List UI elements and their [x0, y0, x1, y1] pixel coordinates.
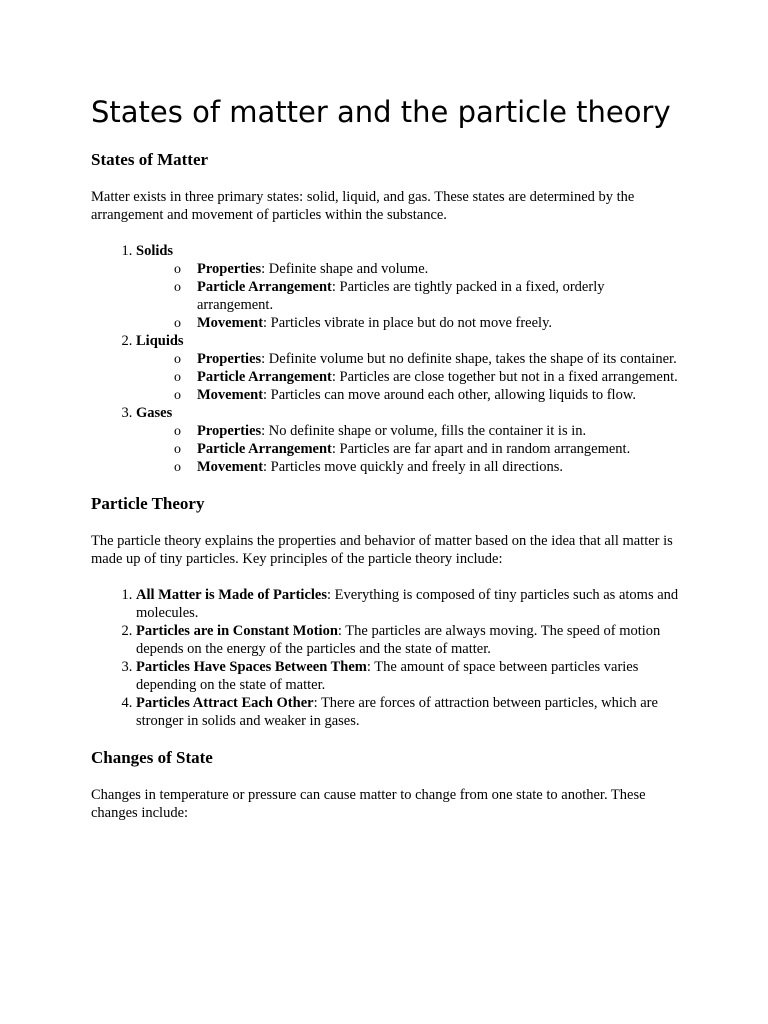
- principle-item: [136, 622, 681, 658]
- detail-label: Particle Arrangement: [197, 369, 332, 385]
- detail-label: Properties: [197, 423, 262, 439]
- principle-label: Particles Have Spaces Between Them: [136, 659, 367, 675]
- detail-label: Properties: [197, 261, 262, 277]
- detail-label: Movement: [197, 315, 264, 331]
- document-body: [91, 92, 681, 840]
- detail-label: Movement: [197, 459, 264, 475]
- detail-text: : Particles are close together but not in a fixed arrangement.: [331, 369, 678, 385]
- section-heading-changes-of-state: Changes of State: [91, 748, 213, 767]
- state-details-list: [136, 260, 681, 332]
- state-details-list: [136, 422, 681, 476]
- detail-item: [181, 386, 681, 404]
- detail-item: [181, 368, 681, 386]
- detail-text: : Definite shape and volume.: [261, 261, 429, 277]
- detail-item: [181, 440, 681, 458]
- detail-text: : Definite volume but no definite shape, takes the shape of its container.: [261, 351, 677, 367]
- detail-label: Particle Arrangement: [197, 441, 332, 457]
- state-details-list: [136, 350, 681, 404]
- state-item-solids: [136, 242, 681, 332]
- detail-text: : Particles move quickly and freely in all directions.: [263, 459, 564, 475]
- detail-item: [181, 278, 681, 314]
- detail-item: [181, 350, 681, 368]
- detail-label: Properties: [197, 351, 262, 367]
- detail-text: : Particles can move around each other, allowing liquids to flow.: [263, 387, 636, 403]
- state-name: Liquids: [136, 333, 184, 349]
- changes-of-state-intro-paragraph: Changes in temperature or pressure can cause matter to change from one state to another. These changes include:: [91, 787, 646, 821]
- principle-label: Particles Attract Each Other: [136, 695, 314, 711]
- detail-item: [181, 458, 681, 476]
- section-heading-particle-theory: Particle Theory: [91, 494, 205, 513]
- principle-text: : There are forces of attraction between particles, which are stronger in solids and weaker in gases.: [136, 695, 658, 729]
- principle-label: Particles are in Constant Motion: [136, 623, 338, 639]
- detail-label: Particle Arrangement: [197, 279, 332, 295]
- detail-item: [181, 422, 681, 440]
- detail-text: : Particles are far apart and in random arrangement.: [331, 441, 631, 457]
- particle-theory-intro-paragraph: The particle theory explains the properties and behavior of matter based on the idea that all matter is made up of tiny particles. Key principles of the particle theory include:: [91, 533, 673, 567]
- principle-item: [136, 694, 681, 730]
- principle-text: : The amount of space between particles varies depending on the state of matter.: [136, 659, 639, 693]
- principle-item: [136, 586, 681, 622]
- principle-label: All Matter is Made of Particles: [136, 587, 327, 603]
- detail-label: Movement: [197, 387, 264, 403]
- states-intro-paragraph: Matter exists in three primary states: solid, liquid, and gas. These states are determined by the arrangement and movement of particles within the substance.: [91, 189, 635, 223]
- detail-item: [181, 314, 681, 332]
- detail-text: : No definite shape or volume, fills the container it is in.: [261, 423, 587, 439]
- state-item-gases: [136, 404, 681, 476]
- state-name: Solids: [136, 243, 174, 259]
- states-list: [91, 242, 681, 476]
- page-title: States of matter and the particle theory: [91, 95, 671, 129]
- state-name: Gases: [136, 405, 173, 421]
- state-item-liquids: [136, 332, 681, 404]
- principle-text: : Everything is composed of tiny particles such as atoms and molecules.: [136, 587, 679, 621]
- detail-text: : Particles vibrate in place but do not move freely.: [263, 315, 552, 331]
- section-heading-states-of-matter: States of Matter: [91, 150, 209, 169]
- principle-text: : The particles are always moving. The speed of motion depends on the energy of the particles and the state of matter.: [136, 623, 661, 657]
- detail-text: : Particles are tightly packed in a fixed, orderly arrangement.: [197, 279, 605, 313]
- detail-item: [181, 260, 681, 278]
- principles-list: [91, 586, 681, 730]
- principle-item: [136, 658, 681, 694]
